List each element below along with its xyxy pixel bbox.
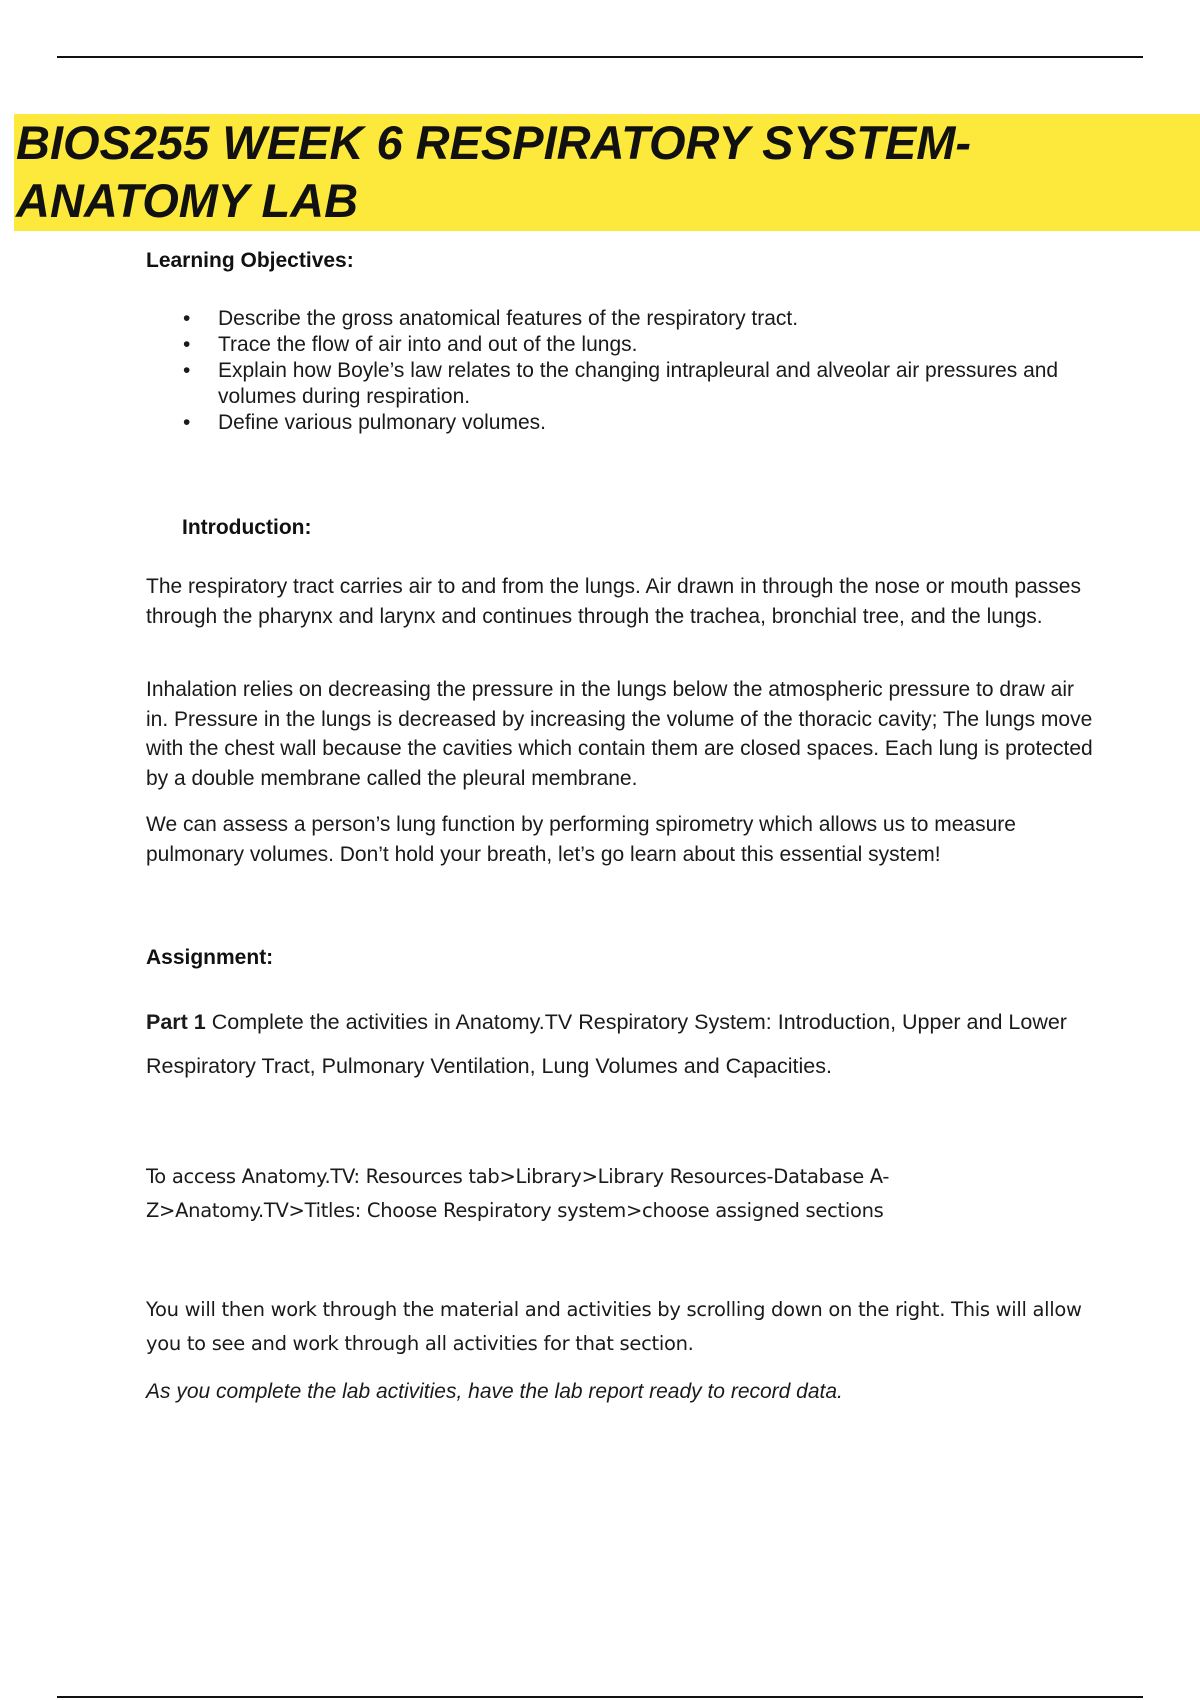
bullet-icon: • <box>183 307 191 330</box>
list-item <box>146 410 1086 436</box>
bullet-icon: • <box>183 411 191 434</box>
objective-text: Trace the flow of air into and out of the lungs. <box>218 333 638 356</box>
intro-paragraph: The respiratory tract carries air to and from the lungs. Air drawn in through the nose or mouth passes through the pharynx and larynx and continues through the trachea, bronchial tree, and the lungs. <box>146 575 1081 628</box>
objective-text: Explain how Boyle’s law relates to the changing intrapleural and alveolar air pressures and volumes during respiration. <box>218 359 1059 408</box>
lab-report-note: As you complete the lab activities, have the lab report ready to record data. <box>146 1380 843 1403</box>
assignment-heading: Assignment: <box>146 946 274 969</box>
learning-objectives-heading: Learning Objectives: <box>146 249 354 272</box>
bullet-icon: • <box>183 333 191 356</box>
bullet-icon: • <box>183 359 191 382</box>
introduction-heading: Introduction: <box>182 516 312 539</box>
list-item <box>146 358 1086 410</box>
objective-text: Describe the gross anatomical features of the respiratory tract. <box>218 307 799 330</box>
header-rule <box>57 56 1143 58</box>
part-1-instructions <box>146 1000 1096 1088</box>
work-instructions: You will then work through the material and activities by scrolling down on the right. This will allow you to see and work through all activities for that section. <box>146 1298 1082 1355</box>
footer-rule <box>57 1696 1143 1698</box>
objective-text: Define various pulmonary volumes. <box>218 411 546 434</box>
intro-paragraph: We can assess a person’s lung function by performing spirometry which allows us to measure pulmonary volumes. Don’t hold your breath, let’s go learn about this essential system! <box>146 813 1016 866</box>
document-title: BIOS255 WEEK 6 RESPIRATORY SYSTEM-ANATOMY LAB <box>16 116 972 227</box>
intro-paragraph: Inhalation relies on decreasing the pressure in the lungs below the atmospheric pressure to draw air in. Pressure in the lungs is decreased by increasing the volume of the thoracic cavity; The lungs move with the chest wall because the cavities which contain them are closed spaces. Each lung is protected by a double membrane called the pleural membrane. <box>146 678 1093 790</box>
learning-objectives-list <box>146 306 1086 436</box>
part-text: Complete the activities in Anatomy.TV Respiratory System: Introduction, Upper and Lower Respiratory Tract, Pulmonary Ventilation, Lung Volumes and Capacities. <box>146 1010 1067 1078</box>
list-item <box>146 332 1086 358</box>
list-item <box>146 306 1086 332</box>
part-label: Part 1 <box>146 1010 206 1034</box>
access-instructions: To access Anatomy.TV: Resources tab>Library>Library Resources-Database A-Z>Anatomy.TV>Titles: Choose Respiratory system>choose assigned sections <box>146 1165 890 1222</box>
